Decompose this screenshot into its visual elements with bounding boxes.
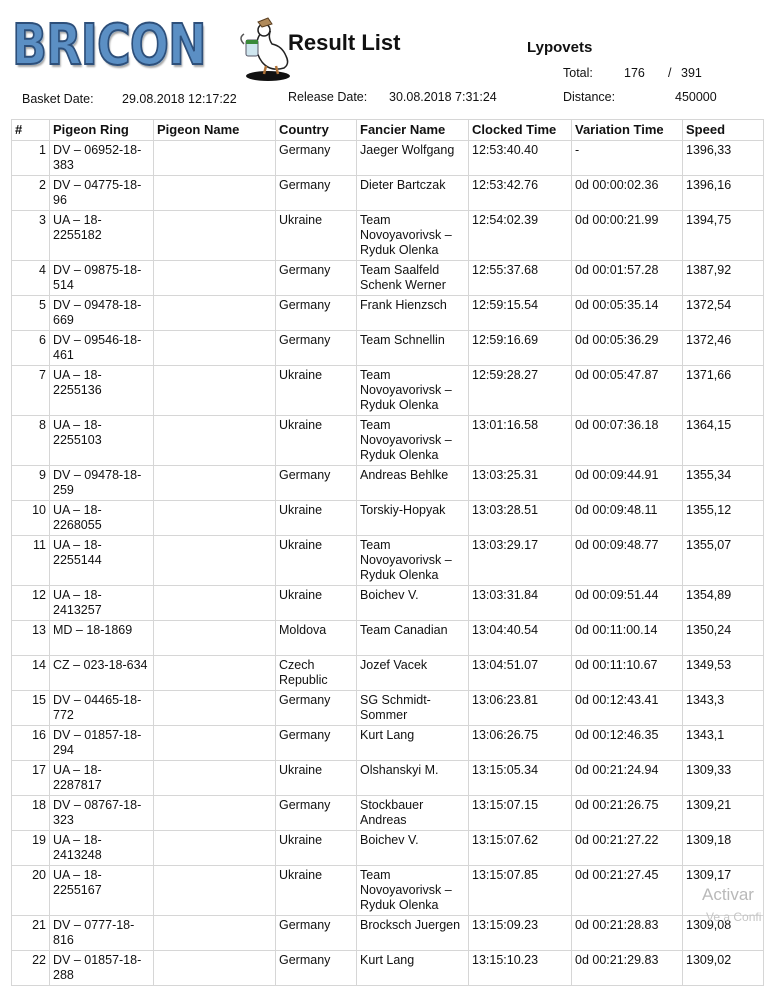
- release-date-value: 30.08.2018 7:31:24: [389, 90, 497, 104]
- variation-time-cell: 0d 00:12:46.35: [572, 726, 683, 761]
- rank-cell: 19: [12, 831, 50, 866]
- pigeon-ring-cell: CZ – 023-18-634: [50, 656, 154, 691]
- pigeon-name-cell: [154, 951, 276, 986]
- rank-cell: 17: [12, 761, 50, 796]
- country-cell: Ukraine: [276, 586, 357, 621]
- clocked-time-cell: 13:01:16.58: [469, 416, 572, 466]
- table-row: [12, 831, 764, 866]
- pigeon-name-cell: [154, 176, 276, 211]
- country-cell: Germany: [276, 916, 357, 951]
- col-header-clocked-time: Clocked Time: [469, 120, 572, 141]
- variation-time-cell: 0d 00:01:57.28: [572, 261, 683, 296]
- variation-time-cell: 0d 00:07:36.18: [572, 416, 683, 466]
- speed-cell: 1309,33: [683, 761, 764, 796]
- table-header-row: [12, 120, 764, 141]
- country-cell: Germany: [276, 796, 357, 831]
- pigeon-name-cell: [154, 656, 276, 691]
- rank-cell: 11: [12, 536, 50, 586]
- pigeon-name-cell: [154, 296, 276, 331]
- table-row: [12, 366, 764, 416]
- clocked-time-cell: 13:15:07.15: [469, 796, 572, 831]
- pigeon-ring-cell: DV – 09478-18-669: [50, 296, 154, 331]
- country-cell: Ukraine: [276, 416, 357, 466]
- speed-cell: 1396,16: [683, 176, 764, 211]
- variation-time-cell: 0d 00:21:29.83: [572, 951, 683, 986]
- variation-time-cell: 0d 00:21:26.75: [572, 796, 683, 831]
- country-cell: Ukraine: [276, 761, 357, 796]
- pigeon-name-cell: [154, 141, 276, 176]
- fancier-name-cell: Team Novoyavorivsk – Ryduk Olenka: [357, 211, 469, 261]
- results-table: [11, 119, 764, 986]
- rank-cell: 16: [12, 726, 50, 761]
- speed-cell: 1355,12: [683, 501, 764, 536]
- fancier-name-cell: Jaeger Wolfgang: [357, 141, 469, 176]
- pigeon-ring-cell: DV – 09478-18-259: [50, 466, 154, 501]
- pigeon-ring-cell: MD – 18-1869: [50, 621, 154, 656]
- fancier-name-cell: Team Novoyavorivsk – Ryduk Olenka: [357, 366, 469, 416]
- fancier-name-cell: Kurt Lang: [357, 726, 469, 761]
- rank-cell: 8: [12, 416, 50, 466]
- fancier-name-cell: Team Canadian: [357, 621, 469, 656]
- clocked-time-cell: 12:55:37.68: [469, 261, 572, 296]
- variation-time-cell: -: [572, 141, 683, 176]
- rank-cell: 21: [12, 916, 50, 951]
- pigeon-name-cell: [154, 211, 276, 261]
- pigeon-ring-cell: DV – 01857-18-294: [50, 726, 154, 761]
- pigeon-name-cell: [154, 621, 276, 656]
- rank-cell: 9: [12, 466, 50, 501]
- col-header-pigeon-name: Pigeon Name: [154, 120, 276, 141]
- speed-cell: 1350,24: [683, 621, 764, 656]
- fancier-name-cell: Brocksch Juergen: [357, 916, 469, 951]
- fancier-name-cell: SG Schmidt-Sommer: [357, 691, 469, 726]
- clocked-time-cell: 12:53:40.40: [469, 141, 572, 176]
- total-value: 176: [624, 66, 645, 80]
- country-cell: Ukraine: [276, 831, 357, 866]
- rank-cell: 22: [12, 951, 50, 986]
- speed-cell: 1394,75: [683, 211, 764, 261]
- clocked-time-cell: 13:04:40.54: [469, 621, 572, 656]
- pigeon-ring-cell: DV – 06952-18-383: [50, 141, 154, 176]
- country-cell: Ukraine: [276, 211, 357, 261]
- basket-date-value: 29.08.2018 12:17:22: [122, 92, 237, 106]
- pigeon-ring-cell: DV – 09875-18-514: [50, 261, 154, 296]
- speed-cell: 1364,15: [683, 416, 764, 466]
- pigeon-name-cell: [154, 331, 276, 366]
- table-row: [12, 691, 764, 726]
- country-cell: Germany: [276, 691, 357, 726]
- table-row: [12, 916, 764, 951]
- pigeon-ring-cell: DV – 01857-18-288: [50, 951, 154, 986]
- country-cell: Ukraine: [276, 536, 357, 586]
- country-cell: Moldova: [276, 621, 357, 656]
- speed-cell: 1355,34: [683, 466, 764, 501]
- clocked-time-cell: 13:15:10.23: [469, 951, 572, 986]
- clocked-time-cell: 13:06:23.81: [469, 691, 572, 726]
- rank-cell: 14: [12, 656, 50, 691]
- fancier-name-cell: Stockbauer Andreas: [357, 796, 469, 831]
- fancier-name-cell: Team Novoyavorivsk – Ryduk Olenka: [357, 866, 469, 916]
- pigeon-ring-cell: UA – 18-2255103: [50, 416, 154, 466]
- table-row: [12, 211, 764, 261]
- rank-cell: 7: [12, 366, 50, 416]
- fancier-name-cell: Olshanskyi M.: [357, 761, 469, 796]
- activation-watermark-sub: Ve a Confi: [706, 910, 762, 924]
- table-row: [12, 176, 764, 211]
- rank-cell: 3: [12, 211, 50, 261]
- fancier-name-cell: Jozef Vacek: [357, 656, 469, 691]
- pigeon-name-cell: [154, 916, 276, 951]
- pigeon-name-cell: [154, 726, 276, 761]
- country-cell: Ukraine: [276, 501, 357, 536]
- table-row: [12, 331, 764, 366]
- pigeon-ring-cell: DV – 04465-18-772: [50, 691, 154, 726]
- table-row: [12, 141, 764, 176]
- rank-cell: 4: [12, 261, 50, 296]
- clocked-time-cell: 13:15:07.85: [469, 866, 572, 916]
- clocked-time-cell: 13:04:51.07: [469, 656, 572, 691]
- rank-cell: 12: [12, 586, 50, 621]
- variation-time-cell: 0d 00:00:02.36: [572, 176, 683, 211]
- col-header-rank: #: [12, 120, 50, 141]
- speed-cell: 1371,66: [683, 366, 764, 416]
- speed-cell: 1387,92: [683, 261, 764, 296]
- variation-time-cell: 0d 00:09:48.11: [572, 501, 683, 536]
- variation-time-cell: 0d 00:09:44.91: [572, 466, 683, 501]
- table-row: [12, 501, 764, 536]
- pigeon-name-cell: [154, 536, 276, 586]
- clocked-time-cell: 12:59:15.54: [469, 296, 572, 331]
- fancier-name-cell: Team Saalfeld Schenk Werner: [357, 261, 469, 296]
- basket-date-label: Basket Date:: [22, 92, 94, 106]
- clocked-time-cell: 13:15:09.23: [469, 916, 572, 951]
- country-cell: Czech Republic: [276, 656, 357, 691]
- pigeon-ring-cell: UA – 18-2255136: [50, 366, 154, 416]
- country-cell: Germany: [276, 726, 357, 761]
- speed-cell: 1343,1: [683, 726, 764, 761]
- country-cell: Germany: [276, 176, 357, 211]
- fancier-name-cell: Team Novoyavorivsk – Ryduk Olenka: [357, 536, 469, 586]
- country-cell: Germany: [276, 261, 357, 296]
- variation-time-cell: 0d 00:09:51.44: [572, 586, 683, 621]
- speed-cell: 1309,18: [683, 831, 764, 866]
- variation-time-cell: 0d 00:21:27.22: [572, 831, 683, 866]
- pigeon-ring-cell: DV – 04775-18-96: [50, 176, 154, 211]
- pigeon-name-cell: [154, 466, 276, 501]
- variation-time-cell: 0d 00:05:35.14: [572, 296, 683, 331]
- variation-time-cell: 0d 00:21:24.94: [572, 761, 683, 796]
- pigeon-name-cell: [154, 501, 276, 536]
- pigeon-name-cell: [154, 866, 276, 916]
- pigeon-ring-cell: UA – 18-2413257: [50, 586, 154, 621]
- rank-cell: 6: [12, 331, 50, 366]
- pigeon-ring-cell: UA – 18-2287817: [50, 761, 154, 796]
- rank-cell: 2: [12, 176, 50, 211]
- country-cell: Ukraine: [276, 366, 357, 416]
- pigeon-name-cell: [154, 416, 276, 466]
- speed-cell: 1309,21: [683, 796, 764, 831]
- table-row: [12, 656, 764, 691]
- table-row: [12, 296, 764, 331]
- distance-value: 450000: [675, 90, 717, 104]
- pigeon-name-cell: [154, 796, 276, 831]
- table-row: [12, 761, 764, 796]
- speed-cell: 1372,54: [683, 296, 764, 331]
- bricon-logo: [12, 14, 282, 82]
- country-cell: Germany: [276, 331, 357, 366]
- rank-cell: 5: [12, 296, 50, 331]
- pigeon-ring-cell: UA – 18-2255167: [50, 866, 154, 916]
- rank-cell: 13: [12, 621, 50, 656]
- variation-time-cell: 0d 00:09:48.77: [572, 536, 683, 586]
- variation-time-cell: 0d 00:11:00.14: [572, 621, 683, 656]
- activation-watermark: Activar: [702, 885, 754, 904]
- variation-time-cell: 0d 00:21:27.45: [572, 866, 683, 916]
- clocked-time-cell: 13:06:26.75: [469, 726, 572, 761]
- country-cell: Ukraine: [276, 866, 357, 916]
- pigeon-name-cell: [154, 261, 276, 296]
- speed-cell: 1354,89: [683, 586, 764, 621]
- col-header-pigeon-ring: Pigeon Ring: [50, 120, 154, 141]
- pigeon-name-cell: [154, 586, 276, 621]
- speed-cell: 1309,17: [683, 866, 764, 916]
- total-of-value: 391: [681, 66, 702, 80]
- speed-cell: 1372,46: [683, 331, 764, 366]
- pigeon-ring-cell: DV – 0777-18-816: [50, 916, 154, 951]
- table-row: [12, 951, 764, 986]
- fancier-name-cell: Frank Hienzsch: [357, 296, 469, 331]
- total-label: Total:: [563, 66, 593, 80]
- table-row: [12, 261, 764, 296]
- rank-cell: 18: [12, 796, 50, 831]
- variation-time-cell: 0d 00:21:28.83: [572, 916, 683, 951]
- variation-time-cell: 0d 00:12:43.41: [572, 691, 683, 726]
- table-row: [12, 416, 764, 466]
- pigeon-name-cell: [154, 691, 276, 726]
- pigeon-name-cell: [154, 761, 276, 796]
- distance-label: Distance:: [563, 90, 616, 104]
- race-name: Lypovets: [527, 39, 593, 56]
- release-date-label: Release Date:: [288, 90, 368, 104]
- clocked-time-cell: 13:03:28.51: [469, 501, 572, 536]
- table-row: [12, 621, 764, 656]
- logo-text: BRICON: [12, 13, 206, 78]
- pigeon-mascot-icon: [232, 14, 294, 84]
- table-row: [12, 726, 764, 761]
- fancier-name-cell: Boichev V.: [357, 831, 469, 866]
- pigeon-ring-cell: UA – 18-2413248: [50, 831, 154, 866]
- variation-time-cell: 0d 00:11:10.67: [572, 656, 683, 691]
- table-row: [12, 586, 764, 621]
- clocked-time-cell: 12:54:02.39: [469, 211, 572, 261]
- clocked-time-cell: 13:03:29.17: [469, 536, 572, 586]
- rank-cell: 20: [12, 866, 50, 916]
- fancier-name-cell: Boichev V.: [357, 586, 469, 621]
- country-cell: Germany: [276, 951, 357, 986]
- clocked-time-cell: 13:15:07.62: [469, 831, 572, 866]
- fancier-name-cell: Dieter Bartczak: [357, 176, 469, 211]
- col-header-fancier-name: Fancier Name: [357, 120, 469, 141]
- clocked-time-cell: 13:15:05.34: [469, 761, 572, 796]
- clocked-time-cell: 12:59:16.69: [469, 331, 572, 366]
- pigeon-ring-cell: DV – 09546-18-461: [50, 331, 154, 366]
- rank-cell: 1: [12, 141, 50, 176]
- fancier-name-cell: Torskiy-Hopyak: [357, 501, 469, 536]
- fancier-name-cell: Team Schnellin: [357, 331, 469, 366]
- speed-cell: 1343,3: [683, 691, 764, 726]
- clocked-time-cell: 12:59:28.27: [469, 366, 572, 416]
- page-title: Result List: [288, 30, 401, 55]
- rank-cell: 10: [12, 501, 50, 536]
- variation-time-cell: 0d 00:00:21.99: [572, 211, 683, 261]
- clocked-time-cell: 13:03:31.84: [469, 586, 572, 621]
- pigeon-ring-cell: UA – 18-2268055: [50, 501, 154, 536]
- speed-cell: 1309,02: [683, 951, 764, 986]
- variation-time-cell: 0d 00:05:47.87: [572, 366, 683, 416]
- col-header-speed: Speed: [683, 120, 764, 141]
- fancier-name-cell: Kurt Lang: [357, 951, 469, 986]
- total-separator: /: [668, 66, 672, 80]
- speed-cell: 1309,08: [683, 916, 764, 951]
- table-row: [12, 536, 764, 586]
- table-row: [12, 866, 764, 916]
- speed-cell: 1349,53: [683, 656, 764, 691]
- speed-cell: 1355,07: [683, 536, 764, 586]
- clocked-time-cell: 12:53:42.76: [469, 176, 572, 211]
- pigeon-ring-cell: UA – 18-2255182: [50, 211, 154, 261]
- clocked-time-cell: 13:03:25.31: [469, 466, 572, 501]
- fancier-name-cell: Team Novoyavorivsk – Ryduk Olenka: [357, 416, 469, 466]
- table-row: [12, 796, 764, 831]
- col-header-country: Country: [276, 120, 357, 141]
- table-row: [12, 466, 764, 501]
- speed-cell: 1396,33: [683, 141, 764, 176]
- pigeon-ring-cell: DV – 08767-18-323: [50, 796, 154, 831]
- pigeon-ring-cell: UA – 18-2255144: [50, 536, 154, 586]
- country-cell: Germany: [276, 141, 357, 176]
- pigeon-name-cell: [154, 366, 276, 416]
- pigeon-name-cell: [154, 831, 276, 866]
- country-cell: Germany: [276, 296, 357, 331]
- variation-time-cell: 0d 00:05:36.29: [572, 331, 683, 366]
- rank-cell: 15: [12, 691, 50, 726]
- fancier-name-cell: Andreas Behlke: [357, 466, 469, 501]
- country-cell: Germany: [276, 466, 357, 501]
- col-header-variation-time: Variation Time: [572, 120, 683, 141]
